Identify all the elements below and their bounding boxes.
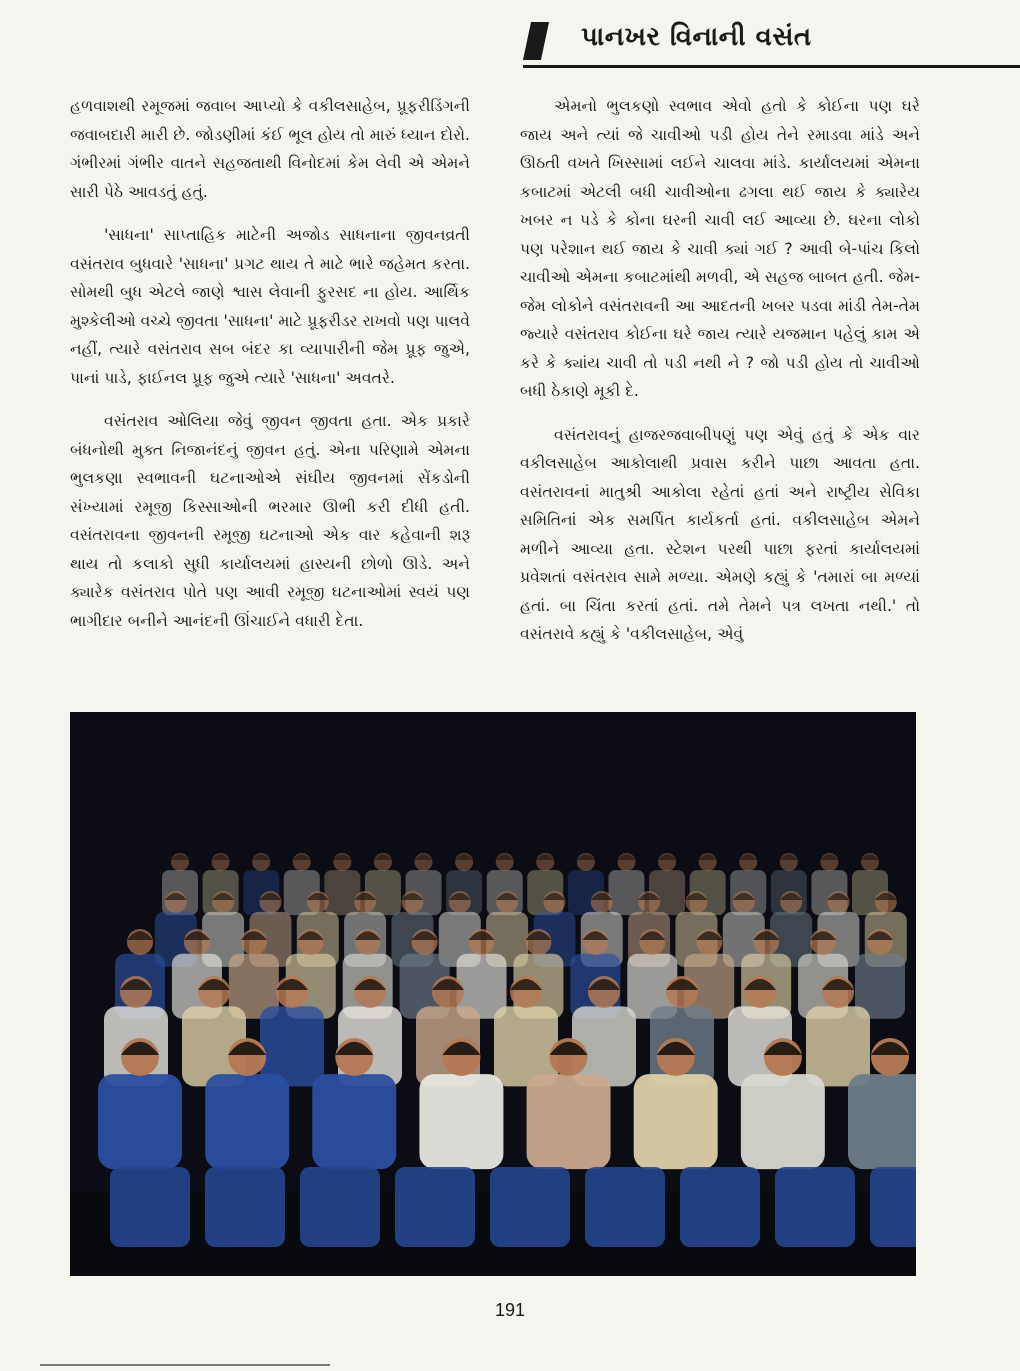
audience-body (205, 1074, 289, 1169)
audience-body (98, 1074, 182, 1169)
paragraph: 'સાધના' સાપ્તાહિક માટેની અજોડ સાધનાના જીવનવ્રતી વસંતરાવ બુધવારે 'સાધના' પ્રગટ થાય તે માટે ભારે જહેમત કરતા. સોમથી બુધ એટલે જાણે શ્વાસ લેવાની ફુરસદ ના હોય. આર્થિક મુશ્કેલીઓ વચ્ચે જીવતા 'સાધના' માટે પ્રૂફરીડર રાખવો પણ પાલવે નહીં, ત્યારે વસંતરાવ સબ બંદર કા વ્યાપારીની જેમ પ્રૂફ જુએ, પાનાં પાડે, ફાઈનલ પ્રૂફ જુએ ત્યારે 'સાધના' અવતરે. (70, 226, 470, 387)
auditorium-seat (205, 1167, 285, 1247)
paragraph: હળવાશથી રમૂજમાં જવાબ આપ્યો કે વકીલસાહેબ, પ્રૂફરીડિંગની જવાબદારી મારી છે. જોડણીમાં કંઈ ભૂલ હોય તો મારું ધ્યાન દોરો. ગંભીરમાં ગંભીર વાતને સહજતાથી વિનોદમાં કેમ લેવી એ એમને સારી પેઠે આવડતું હતું. (70, 97, 470, 201)
paragraph: વસંતરાવનું હાજરજવાબીપણું પણ એવું હતું કે એક વાર વકીલસાહેબ આકોલાથી પ્રવાસ કરીને પાછા આવતા હતા. વસંતરાવનાં માતુશ્રી આકોલા રહેતાં હતાં અને રાષ્ટ્રીય સેવિકા સમિતિનાં એક સમર્પિત કાર્યકર્તા હતાં. વકીલસાહેબ એમને મળીને આવ્યા હતા. સ્ટેશન પરથી પાછા ફરતાં કાર્યાલયમાં પ્રવેશતાં વસંતરાવ સામે મળ્યા. એમણે કહ્યું કે 'તમારાં બા મળ્યાં હતાં. બા ચિંતા કરતાં હતાં. તમે તેમને પત્ર લખતા નથી.' તો વસંતરાવે કહ્યું કે 'વકીલસાહેબ, એવું (520, 425, 920, 643)
audience-body (608, 870, 644, 915)
auditorium-seat (395, 1167, 475, 1247)
right-column (520, 92, 920, 664)
auditorium-seat (490, 1167, 570, 1247)
auditorium-seat (585, 1167, 665, 1247)
auditorium-seat (110, 1167, 190, 1247)
audience-photo (70, 712, 916, 1276)
audience-body (741, 1074, 825, 1169)
paragraph: વસંતરાવ ઓલિયા જેવું જીવન જીવતા હતા. એક પ્રકારે બંધનોથી મુક્ત નિજાનંદનું જીવન હતું. એના પરિણામે એમના ભુલકણા સ્વભાવની ઘટનાઓએ સંઘીય જીવનમાં સેંકડોની સંખ્યામાં રમૂજી કિસ્સાઓની ભરમાર ઊભી કરી દીધી હતી. વસંતરાવના જીવનની રમૂજી ઘટનાઓ એક વાર કહેવાની શરૂ થાય તો કલાકો સુધી કાર્યાલયમાં હાસ્યની છોળો ઊડે. અને ક્યારેક વસંતરાવ પોતે પણ આવી રમૂજી ઘટનાઓમાં સ્વયં પણ ભાગીદાર બનીને આનંદની ઊંચાઈને વધારી દેતા. (70, 412, 470, 630)
header-bar-mark (523, 22, 549, 60)
audience-body (324, 870, 360, 915)
audience-body (634, 1074, 718, 1169)
auditorium-seat (680, 1167, 760, 1247)
audience-body (419, 1074, 503, 1169)
audience-body (848, 1074, 916, 1169)
footer-rule (40, 1364, 330, 1366)
paragraph: એમનો ભુલકણો સ્વભાવ એવો હતો કે કોઈના પણ ઘરે જાય અને ત્યાં જે ચાવીઓ પડી હોય તેને રમાડવા માંડે અને ઊઠતી વખતે ખિસ્સામાં લઈને ચાલવા માંડે. કાર્યાલયમાં એમના કબાટમાં એટલી બધી ચાવીઓના ઢગલા થઈ જાય કે ક્યારેય ખબર ન પડે કે કોના ઘરની ચાવી લઈ આવ્યા છે. ઘરના લોકો પણ પરેશાન થઈ જાય કે ચાવી ક્યાં ગઈ ? આવી બે-પાંચ કિલો ચાવીઓ એમના કબાટમાંથી મળવી, એ સહજ બાબત હતી. જેમ-જેમ લોકોને વસંતરાવની આ આદતની ખબર પડવા માંડી તેમ-તેમ જ્યારે વસંતરાવ કોઈના ઘરે જાય ત્યારે યજમાન પહેલું કામ એ કરે કે ક્યાંય ચાવી તો પડી નથી ને ? જો પડી હોય તો ચાવીઓ બધી ઠેકાણે મૂકી દે. (520, 97, 920, 400)
header-rule (523, 65, 1020, 68)
page-number: 191 (494, 1300, 526, 1320)
auditorium-seat (775, 1167, 855, 1247)
auditorium-seat (300, 1167, 380, 1247)
left-column (70, 92, 470, 650)
running-header (523, 8, 1020, 64)
audience-photo-drawing (70, 712, 916, 1276)
audience-body (527, 1074, 611, 1169)
auditorium-seat (870, 1167, 916, 1247)
header-title: પાનખર વિનાની વસંત (581, 22, 812, 52)
audience-body (312, 1074, 396, 1169)
